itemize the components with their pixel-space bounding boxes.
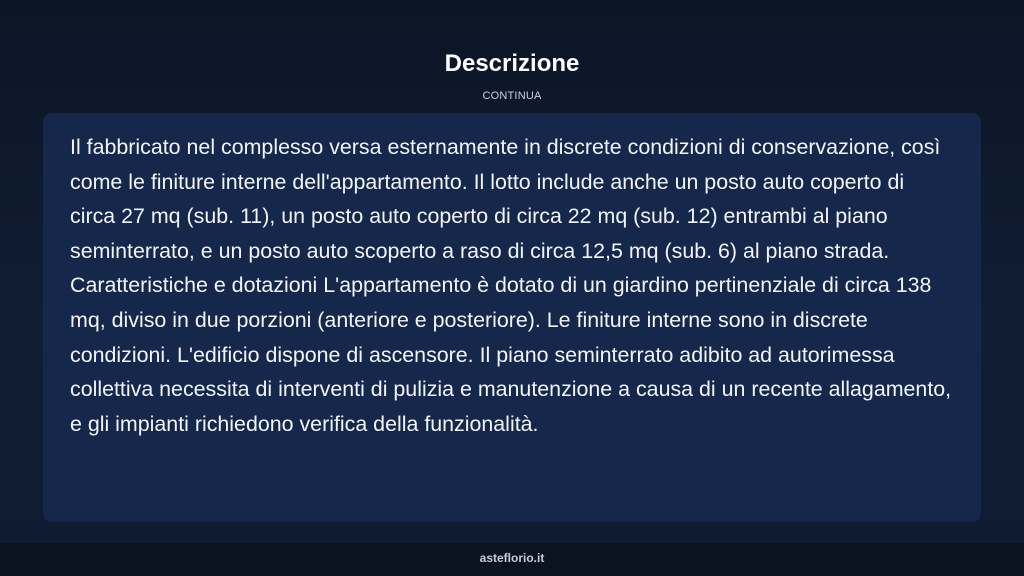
site-name: asteflorio.it <box>479 551 545 565</box>
footer-bar <box>0 543 1024 576</box>
description-text: Il fabbricato nel complesso versa esternamente in discrete condizioni di conservazione, così come le finiture interne dell'appartamento. Il lotto include anche un posto auto coperto di circa 27 mq (sub. 11), un posto auto coperto di circa 22 mq (sub. 12) entrambi al piano seminterrato, e un posto auto scoperto a raso di circa 12,5 mq (sub. 6) al piano strada. Caratteristiche e dotazioni L'appartamento è dotato di un giardino pertinenziale di circa 138 mq, diviso in due porzioni (anteriore e posteriore). Le finiture interne sono in discrete condizioni. L'edificio dispone di ascensore. Il piano seminterrato adibito ad autorimessa collettiva necessita di interventi di pulizia e manutenzione a causa di un recente allagamento, e gli impianti richiedono verifica della funzionalità. <box>70 135 952 436</box>
description-card <box>43 113 981 522</box>
continua-label: CONTINUA <box>482 90 542 102</box>
page-title: Descrizione <box>444 50 580 77</box>
